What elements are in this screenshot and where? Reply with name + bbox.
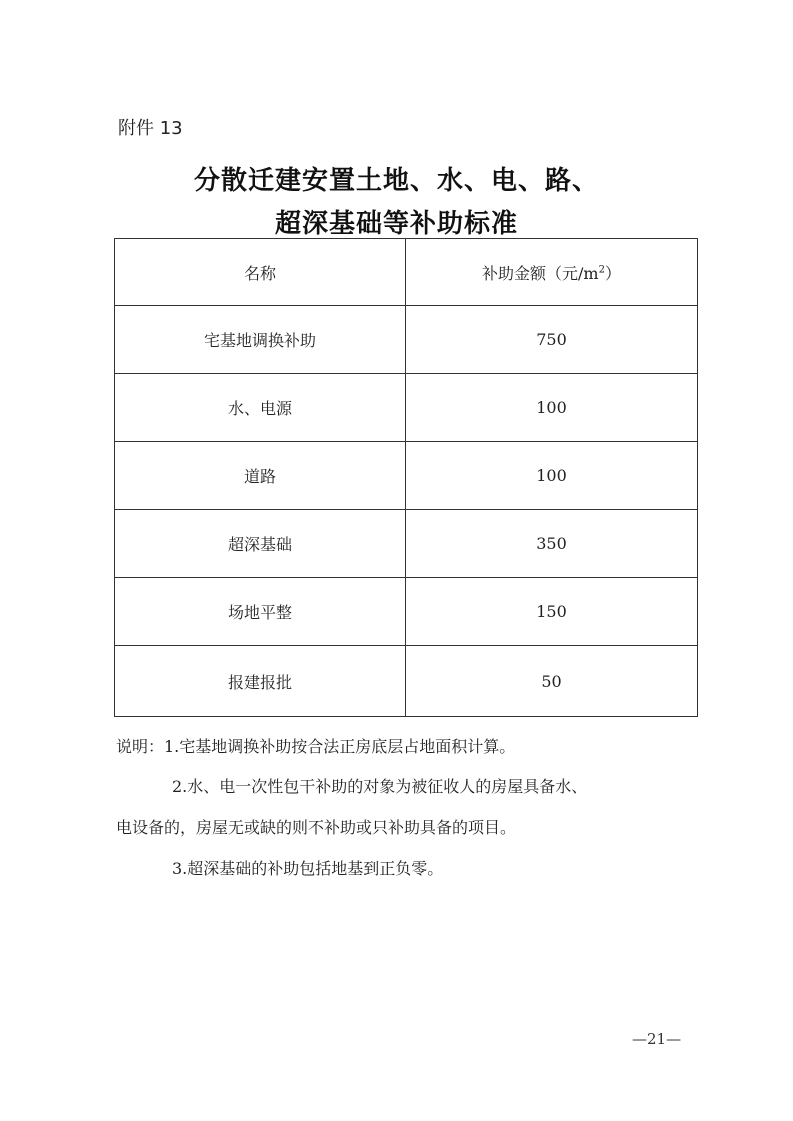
row-name: 场地平整 xyxy=(115,578,406,646)
row-amount: 750 xyxy=(406,306,698,374)
row-amount: 100 xyxy=(406,374,698,442)
attachment-label: 附件 13 xyxy=(118,118,183,139)
row-amount: 150 xyxy=(406,578,698,646)
row-amount: 350 xyxy=(406,510,698,578)
header-amount-prefix: 补助金额（元/m xyxy=(482,263,599,283)
header-name: 名称 xyxy=(115,239,406,306)
subsidy-standard-table xyxy=(114,238,698,717)
table-row xyxy=(115,510,698,578)
header-amount xyxy=(406,239,698,306)
note-line-4: 3.超深基础的补助包括地基到正负零。 xyxy=(172,859,444,878)
row-amount: 50 xyxy=(406,646,698,717)
table-row xyxy=(115,442,698,510)
page-number: —21— xyxy=(632,1030,682,1048)
row-name: 道路 xyxy=(115,442,406,510)
document-title-line2: 超深基础等补助标准 xyxy=(274,209,518,239)
table-row xyxy=(115,306,698,374)
table-header-row xyxy=(115,239,698,306)
table-row xyxy=(115,374,698,442)
note-line-3: 电设备的，房屋无或缺的则不补助或只补助具备的项目。 xyxy=(116,818,517,837)
note-line-1: 说明：1.宅基地调换补助按合法正房底层占地面积计算。 xyxy=(116,737,516,756)
table-row xyxy=(115,578,698,646)
row-name: 报建报批 xyxy=(115,646,406,717)
table-row xyxy=(115,646,698,717)
row-name: 宅基地调换补助 xyxy=(115,306,406,374)
row-name: 超深基础 xyxy=(115,510,406,578)
document-title-line1: 分散迁建安置土地、水、电、路、 xyxy=(193,166,599,196)
row-name: 水、电源 xyxy=(115,374,406,442)
row-amount: 100 xyxy=(406,442,698,510)
header-amount-suffix: ） xyxy=(604,263,621,283)
note-line-2: 2.水、电一次性包干补助的对象为被征收人的房屋具备水、 xyxy=(172,777,588,796)
header-amount-sup: 2 xyxy=(598,264,605,276)
